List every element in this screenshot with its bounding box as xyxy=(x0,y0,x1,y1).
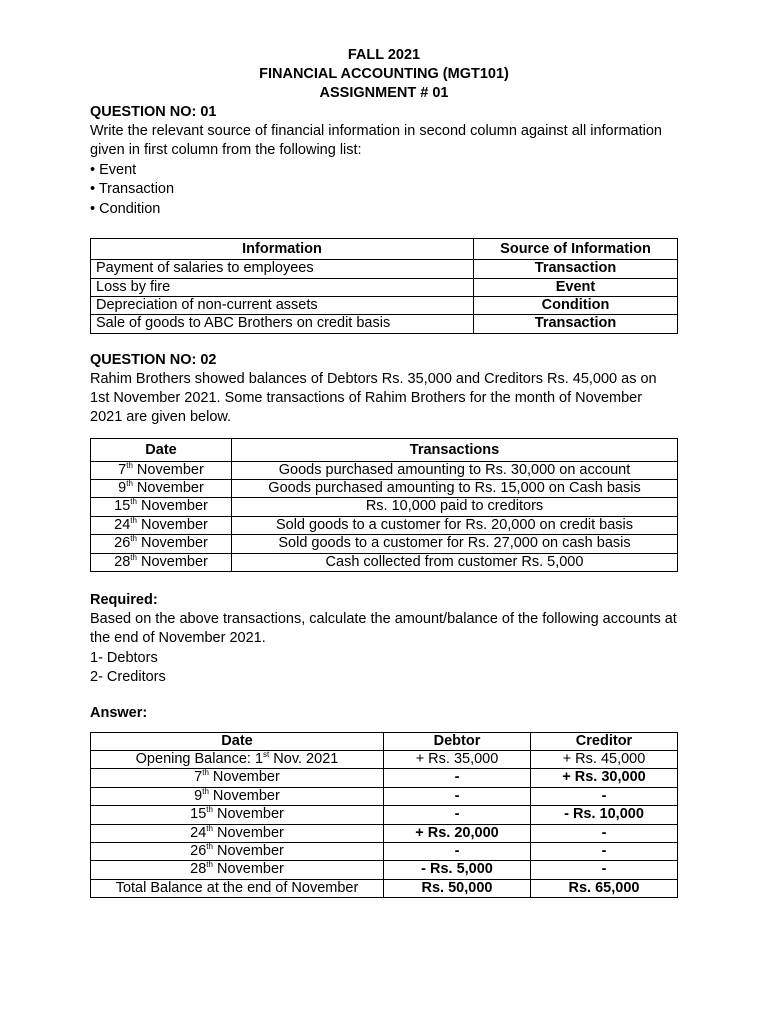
total-debtor-cell: Rs. 50,000 xyxy=(384,879,531,897)
transaction-cell: Sold goods to a customer for Rs. 27,000 on cash basis xyxy=(232,535,678,553)
transaction-cell: Sold goods to a customer for Rs. 20,000 on credit basis xyxy=(232,516,678,534)
date-cell: Opening Balance: 1st Nov. 2021 xyxy=(91,751,384,769)
document-page xyxy=(90,46,678,898)
date-cell: 15th November xyxy=(91,498,232,516)
table-row xyxy=(91,315,678,333)
answer-table xyxy=(90,732,678,899)
header-assignment: ASSIGNMENT # 01 xyxy=(319,85,449,101)
transaction-cell: Cash collected from customer Rs. 5,000 xyxy=(232,553,678,571)
question-2-intro: Rahim Brothers showed balances of Debtors Rs. 35,000 and Creditors Rs. 45,000 as on 1st November 2021. Some transactions of Rahim Brothers for the month of November 2021 are given below. xyxy=(90,370,657,426)
table-row xyxy=(91,480,678,498)
date-cell: 24th November xyxy=(91,824,384,842)
creditor-cell: + Rs. 45,000 xyxy=(531,751,678,769)
question-1-heading: QUESTION NO: 01 xyxy=(90,104,217,120)
information-cell: Depreciation of non-current assets xyxy=(91,296,474,314)
date-cell: 15th November xyxy=(91,806,384,824)
source-of-information-table xyxy=(90,238,678,334)
document-header xyxy=(90,46,678,103)
bullet-item: • Event xyxy=(90,161,137,178)
creditor-cell: - xyxy=(531,824,678,842)
column-header: Date xyxy=(91,732,384,750)
transaction-cell: Goods purchased amounting to Rs. 15,000 on Cash basis xyxy=(232,480,678,498)
column-header: Information xyxy=(91,239,474,260)
source-cell: Transaction xyxy=(474,260,678,278)
debtor-cell: - xyxy=(384,787,531,805)
question-1-section xyxy=(90,103,678,334)
debtor-cell: - Rs. 5,000 xyxy=(384,861,531,879)
total-label-cell: Total Balance at the end of November xyxy=(91,879,384,897)
date-cell: 7th November xyxy=(91,769,384,787)
table-row xyxy=(91,769,678,787)
question-2-heading: QUESTION NO: 02 xyxy=(90,351,217,368)
header-term: FALL 2021 xyxy=(347,47,421,63)
list-item: 1- Debtors xyxy=(90,649,158,666)
total-row xyxy=(91,879,678,897)
date-cell: 9th November xyxy=(91,787,384,805)
table-row xyxy=(91,806,678,824)
table-row xyxy=(91,843,678,861)
source-cell: Event xyxy=(474,278,678,296)
required-label: Required: xyxy=(90,592,158,609)
table-row xyxy=(91,535,678,553)
date-cell: 26th November xyxy=(91,535,232,553)
table-header-row xyxy=(91,732,678,750)
question-1-instruction: Write the relevant source of financial information in second column against all information given in first column from the following list: xyxy=(90,123,662,159)
date-cell: 24th November xyxy=(91,516,232,534)
answer-label: Answer: xyxy=(90,704,148,721)
column-header: Date xyxy=(91,438,232,461)
creditor-cell: + Rs. 30,000 xyxy=(531,769,678,787)
debtor-cell: - xyxy=(384,769,531,787)
table-row xyxy=(91,553,678,571)
header-course: FINANCIAL ACCOUNTING (MGT101) xyxy=(259,66,509,82)
table-row xyxy=(91,260,678,278)
column-header: Source of Information xyxy=(474,239,678,260)
debtor-cell: + Rs. 35,000 xyxy=(384,751,531,769)
table-row xyxy=(91,296,678,314)
total-creditor-cell: Rs. 65,000 xyxy=(531,879,678,897)
table-row xyxy=(91,278,678,296)
column-header: Creditor xyxy=(531,732,678,750)
source-cell: Transaction xyxy=(474,315,678,333)
question-2-section xyxy=(90,351,678,688)
source-cell: Condition xyxy=(474,296,678,314)
debtor-cell: - xyxy=(384,843,531,861)
table-header-row xyxy=(91,438,678,461)
bullet-item: • Transaction xyxy=(90,181,175,198)
table-row xyxy=(91,787,678,805)
required-text: Based on the above transactions, calculate the amount/balance of the following accounts at the end of November 2021. xyxy=(90,611,677,647)
table-row xyxy=(91,861,678,879)
creditor-cell: - xyxy=(531,861,678,879)
transaction-cell: Rs. 10,000 paid to creditors xyxy=(232,498,678,516)
date-cell: 26th November xyxy=(91,843,384,861)
debtor-cell: + Rs. 20,000 xyxy=(384,824,531,842)
creditor-cell: - xyxy=(531,843,678,861)
creditor-cell: - xyxy=(531,787,678,805)
date-cell: 7th November xyxy=(91,461,232,479)
date-cell: 28th November xyxy=(91,861,384,879)
answer-section xyxy=(90,704,678,899)
table-row xyxy=(91,751,678,769)
information-cell: Loss by fire xyxy=(91,278,474,296)
transactions-table xyxy=(90,438,678,572)
transaction-cell: Goods purchased amounting to Rs. 30,000 on account xyxy=(232,461,678,479)
table-row xyxy=(91,498,678,516)
information-cell: Sale of goods to ABC Brothers on credit basis xyxy=(91,315,474,333)
information-cell: Payment of salaries to employees xyxy=(91,260,474,278)
date-cell: 28th November xyxy=(91,553,232,571)
table-row xyxy=(91,824,678,842)
table-row xyxy=(91,461,678,479)
table-row xyxy=(91,516,678,534)
bullet-item: • Condition xyxy=(90,200,161,217)
column-header: Transactions xyxy=(232,438,678,461)
list-item: 2- Creditors xyxy=(90,669,166,686)
column-header: Debtor xyxy=(384,732,531,750)
date-cell: 9th November xyxy=(91,480,232,498)
debtor-cell: - xyxy=(384,806,531,824)
table-header-row xyxy=(91,239,678,260)
creditor-cell: - Rs. 10,000 xyxy=(531,806,678,824)
